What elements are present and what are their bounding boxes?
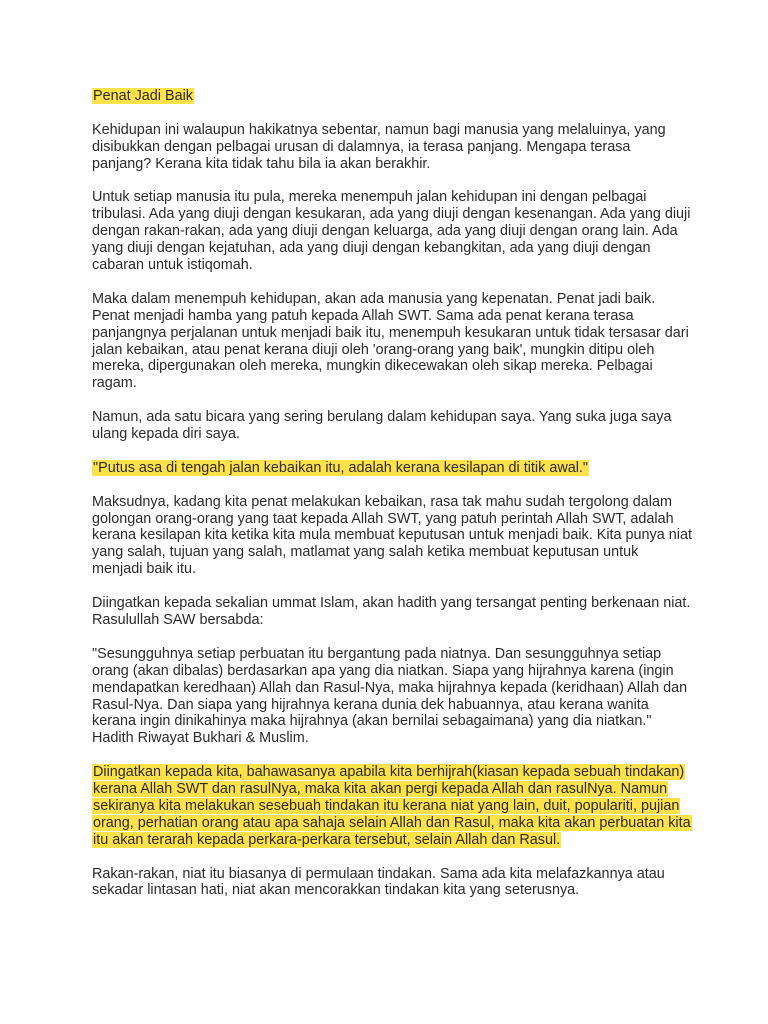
paragraph-7: Diingatkan kepada sekalian ummat Islam, akan hadith yang tersangat penting berkenaan niat. Rasulullah SAW bersabda: bbox=[92, 595, 691, 628]
title-highlight: Penat Jadi Baik bbox=[93, 88, 193, 104]
paragraph-10: Rakan-rakan, niat itu biasanya di permulaan tindakan. Sama ada kita melafazkannya atau sekadar lintasan hati, niat akan mencorakkan tindakan kita yang seterusnya. bbox=[92, 865, 665, 899]
paragraph-1: Kehidupan ini walaupun hakikatnya sebentar, namun bagi manusia yang melaluinya, yang disibukkan dengan pelbagai urusan di dalamnya, ia terasa panjang. Mengapa terasa panjang? Kerana kita tidak tahu bila ia akan berakhir. bbox=[92, 121, 666, 172]
quote-highlight: "Putus asa di tengah jalan kebaikan itu, adalah kerana kesilapan di titik awal." bbox=[93, 459, 589, 476]
paragraph-4: Namun, ada satu bicara yang sering berulang dalam kehidupan saya. Yang suka juga saya ulang kepada diri saya. bbox=[92, 409, 672, 443]
document-title bbox=[92, 88, 692, 105]
paragraph-2: Untuk setiap manusia itu pula, mereka menempuh jalan kehidupan ini dengan pelbagai tribulasi. Ada yang diuji dengan kesukaran, ada yang diuji dengan kesenangan. Ada yang diuji dengan rakan-rakan, ada yang diuji dengan keluarga, ada yang diuji dengan orang lain. Ada yang diuji dengan kejatuhan, ada yang diuji dengan kebangkitan, ada yang diuji dengan cabaran untuk istiqomah. bbox=[92, 189, 691, 274]
document-page bbox=[92, 88, 692, 916]
highlighted-paragraph bbox=[92, 764, 692, 849]
hadith-quote: "Sesungguhnya setiap perbuatan itu bergantung pada niatnya. Dan sesungguhnya setiap orang (akan dibalas) berdasarkan apa yang dia niatkan. Siapa yang hijrahnya karena (ingin mendapatkan keredhaan) Allah dan Rasul-Nya, maka hijrahnya kepada (keridhaan) Allah dan Rasul-Nya. Dan siapa yang hijrahnya kerana dunia dek habuannya, atau kerana wanita kerana ingin dinikahinya maka hijrahnya (akan bernilai sebagaimana) yang dia niatkan." Hadith Riwayat Bukhari & Muslim. bbox=[92, 645, 688, 747]
paragraph-highlight: Diingatkan kepada kita, bahawasanya apabila kita berhijrah(kiasan kepada sebuah tindakan) kerana Allah SWT dan rasulNya, maka kita akan pergi kepada Allah dan rasulNya. Namun sekiranya kita melakukan sesebuah tindakan itu kerana niat yang lain, duit, populariti, pujian orang, perhatian orang atau apa sahaja selain Allah dan Rasul, maka kita akan perbuatan kita itu akan terarah kepada perkara-perkara tersebut, selain Allah dan Rasul. bbox=[93, 764, 691, 848]
paragraph-6: Maksudnya, kadang kita penat melakukan kebaikan, rasa tak mahu sudah tergolong dalam golongan orang-orang yang taat kepada Allah SWT, yang patuh perintah Allah SWT, adalah kerana kesilapan kita ketika kita mula membuat keputusan untuk menjadi baik. Kita punya niat yang salah, tujuan yang salah, matlamat yang salah ketika membuat keputusan untuk menjadi baik itu. bbox=[92, 493, 692, 578]
paragraph-3: Maka dalam menempuh kehidupan, akan ada manusia yang kepenatan. Penat jadi baik. Penat menjadi hamba yang patuh kepada Allah SWT. Sama ada penat kerana terasa panjangnya perjalanan untuk menjadi baik itu, menempuh kesukaran untuk tidak tersasar dari jalan kebaikan, atau penat kerana diuji oleh 'orang-orang yang baik', mungkin ditipu oleh mereka, dipergunakan oleh mereka, mungkin dikecewakan oleh sikap mereka. Pelbagai ragam. bbox=[92, 290, 689, 392]
highlighted-quote bbox=[92, 460, 692, 477]
